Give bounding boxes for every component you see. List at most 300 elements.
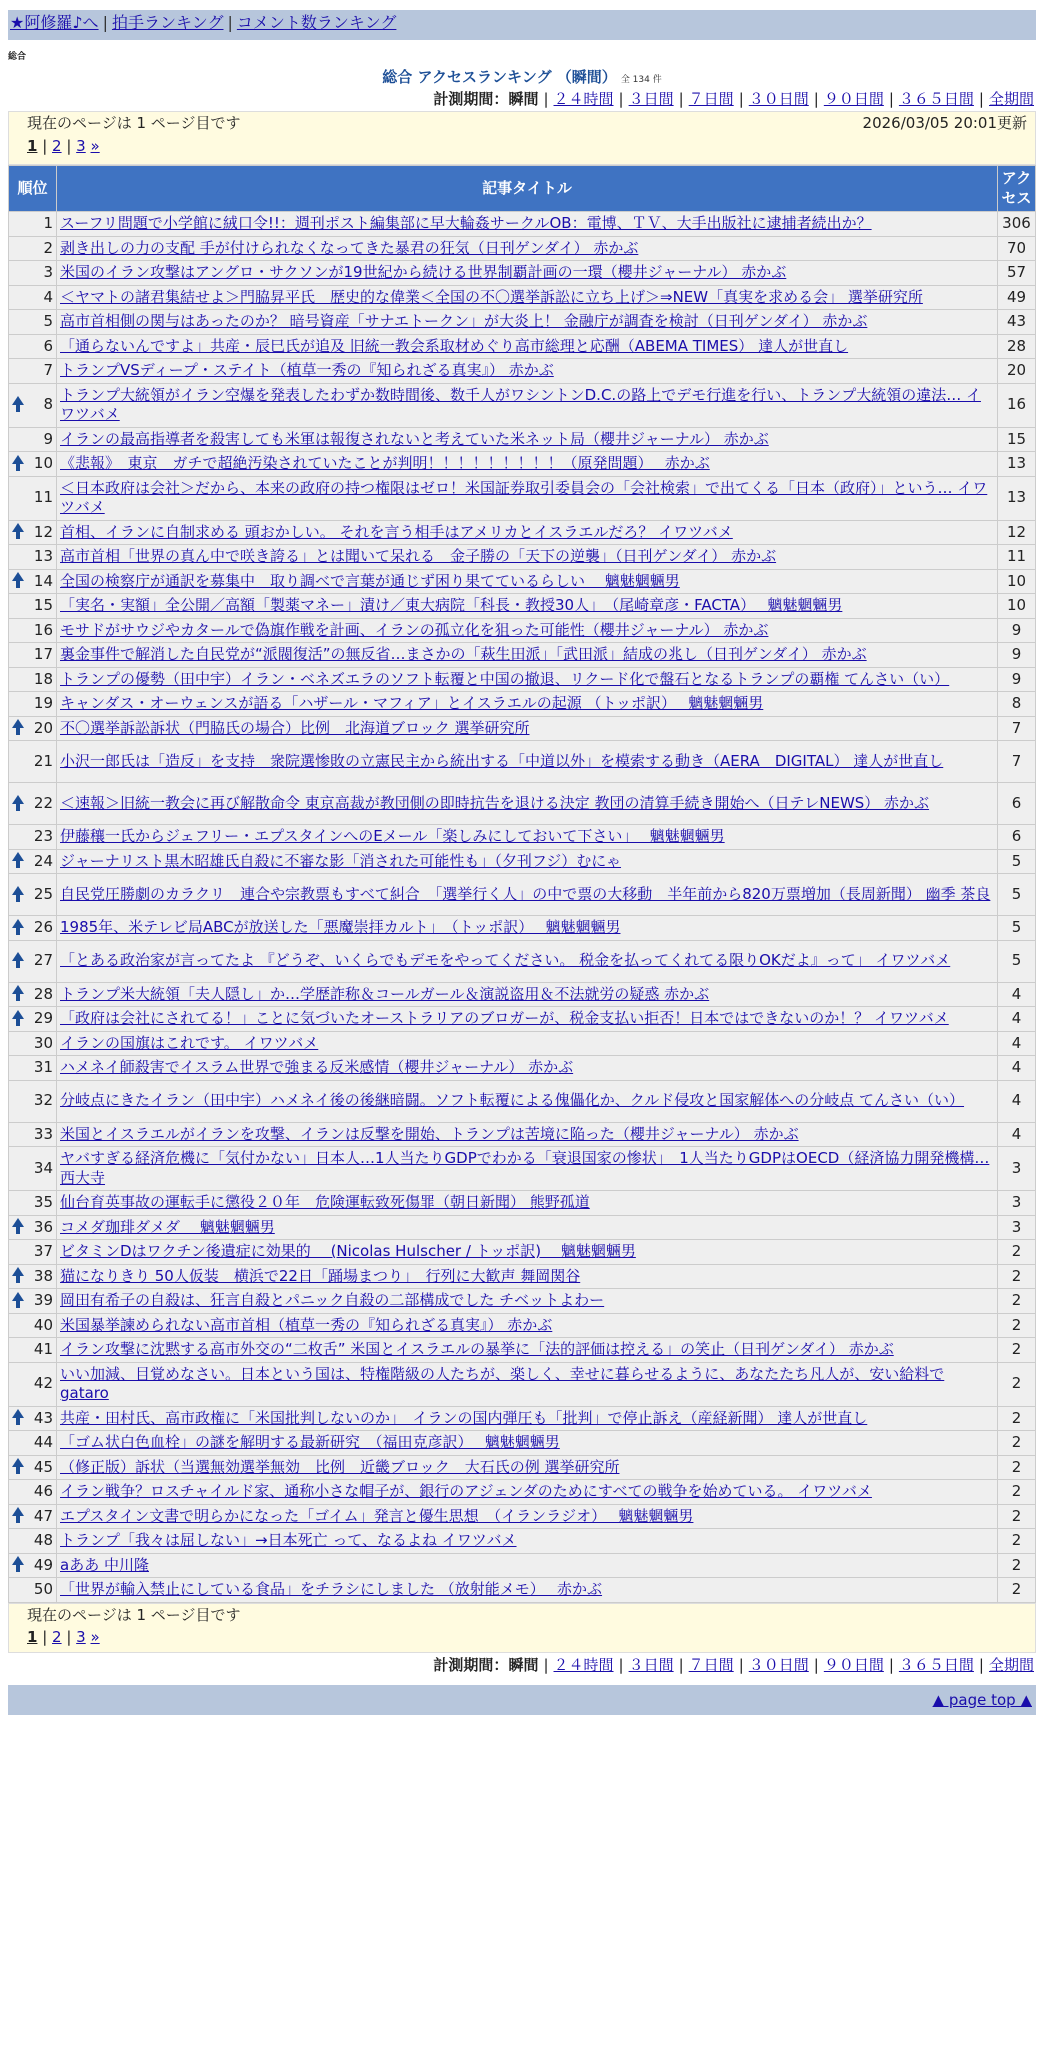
article-link[interactable]: 米国のイラン攻撃はアングロ・サクソンが19世紀から続ける世界制覇計画の一環（櫻井ジャーナル） 赤かぶ [60, 263, 787, 282]
rank-cell [9, 1578, 57, 1603]
rank-cell [9, 427, 57, 452]
rank-number: 5 [43, 312, 53, 331]
rank-up-arrow-icon [12, 852, 24, 870]
rank-up-arrow-icon [12, 1458, 24, 1476]
title-cell [57, 383, 998, 427]
rank-number: 36 [33, 1217, 53, 1236]
access-count: 5 [998, 916, 1036, 941]
rank-up-arrow-icon [12, 919, 24, 937]
page-link-3[interactable]: 3 [76, 1628, 86, 1647]
title-cell [57, 1578, 998, 1603]
table-row [9, 1480, 1036, 1505]
article-link[interactable]: 「政府は会社にされてる！」ことに気づいたオーストラリアのブロガーが、税金支払い拒否！日本ではできないのか！？ イワツバメ [60, 1009, 949, 1028]
table-row [9, 212, 1036, 237]
access-count: 4 [998, 1080, 1036, 1122]
title-cell [57, 741, 998, 783]
rank-cell [9, 285, 57, 310]
access-count: 10 [998, 594, 1036, 619]
rank-up-arrow-icon [12, 455, 24, 473]
rank-number: 17 [33, 645, 53, 664]
nav-comment-ranking-link[interactable]: コメント数ランキング [236, 13, 397, 32]
title-cell [57, 1007, 998, 1032]
rank-cell [9, 452, 57, 477]
period-separator: | [888, 1655, 894, 1674]
rank-number: 42 [33, 1374, 53, 1393]
access-count: 2 [998, 1504, 1036, 1529]
article-link[interactable]: トランプの優勢（田中宇）イラン・ベネズエラのソフト転覆と中国の撤退、リクード化で盤石となるトランプの覇権 てんさい（い） [60, 669, 950, 688]
access-count: 9 [998, 643, 1036, 668]
col-access-header: アクセス [998, 166, 1036, 212]
article-link[interactable]: aああ 中川隆 [60, 1555, 149, 1574]
rank-cell [9, 1289, 57, 1314]
nav-home-link[interactable]: ★阿修羅♪へ [10, 13, 99, 32]
table-row [9, 261, 1036, 286]
page-separator: | [37, 136, 53, 155]
rank-number: 10 [33, 454, 53, 473]
table-row [9, 1455, 1036, 1480]
title-cell [57, 310, 998, 335]
rank-cell [9, 383, 57, 427]
article-link[interactable]: 共産・田村氏、高市政権に「米国批判しないのか」 イランの国内弾圧も「批判」で停止訴え（産経新聞） 達人が世直し [60, 1408, 868, 1427]
title-cell [57, 1313, 998, 1338]
article-link[interactable]: イランの国旗はこれです。 イワツバメ [60, 1033, 319, 1052]
period-separator: | [978, 90, 984, 109]
rank-cell [9, 940, 57, 982]
nav-separator: | [227, 13, 233, 32]
period-link-1[interactable]: ２４時間 [553, 1655, 614, 1674]
rank-number: 28 [33, 984, 53, 1003]
article-link[interactable]: （修正版）訴状（当選無効選挙無効 比例 近畿ブロック 大石氏の例 選挙研究所 [60, 1457, 620, 1476]
rank-number: 35 [33, 1193, 53, 1212]
period-separator: | [738, 1655, 744, 1674]
page-title: 総合 アクセスランキング （瞬間） [382, 67, 617, 86]
access-count: 7 [998, 741, 1036, 783]
table-row [9, 383, 1036, 427]
access-count: 9 [998, 618, 1036, 643]
rank-cell [9, 1240, 57, 1265]
article-link[interactable]: イラン戦争？ロスチャイルド家、通称小さな帽子が、銀行のアジェンダのためにすべての戦争を始めている。 イワツバメ [60, 1482, 872, 1501]
access-count: 2 [998, 1529, 1036, 1554]
article-link[interactable]: 全国の検察庁が通訳を募集中 取り調べで言葉が通じず困り果てているらしい 魑魅魍魎男 [60, 571, 680, 590]
article-link[interactable]: 「実名・実額」全公開／高額「製薬マネー」漬け／東大病院「科長・教授30人」 （尾崎章彦・FACTA） 魑魅魍魎男 [60, 596, 843, 615]
rank-cell [9, 1031, 57, 1056]
article-link[interactable]: 「通らないんですよ」共産・辰巳氏が追及 旧統一教会系取材めぐり高市総理と応酬（ABEMA TIMES） 達人が世直し [60, 336, 849, 355]
rank-up-arrow-icon [12, 985, 24, 1003]
table-row [9, 982, 1036, 1007]
ranking-heading [8, 68, 1036, 88]
access-count: 6 [998, 825, 1036, 850]
title-cell [57, 476, 998, 520]
title-cell [57, 261, 998, 286]
table-row [9, 427, 1036, 452]
access-count: 2 [998, 1578, 1036, 1603]
rank-cell [9, 618, 57, 643]
page-current: 1 [27, 1628, 38, 1647]
title-cell [57, 667, 998, 692]
access-count: 4 [998, 982, 1036, 1007]
title-cell [57, 1529, 998, 1554]
rank-number: 29 [33, 1009, 53, 1028]
article-link[interactable]: トランプ大統領がイラン空爆を発表したわずか数時間後、数千人がワシントンD.C.の路上でデモ行進を行い、トランプ大統領の違法… イワツバメ [60, 385, 981, 424]
access-count: 4 [998, 1031, 1036, 1056]
bottom-bar [8, 1685, 1036, 1715]
article-link[interactable]: ＜日本政府は会社＞だから、本来の政府の持つ権限はゼロ！米国証券取引委員会の「会社検索」で出てくる「日本（政府）」という… イワツバメ [60, 478, 988, 517]
article-link[interactable]: スーフリ問題で小学館に絨口令!!：週刊ポスト編集部に早大輪姦サークルOB：電博、ＴＶ、大手出版社に逮捕者続出か？ [60, 214, 872, 233]
rank-number: 13 [33, 547, 53, 566]
period-separator: | [543, 1655, 549, 1674]
table-row [9, 1289, 1036, 1314]
page-link-2[interactable]: 2 [52, 136, 62, 155]
rank-cell [9, 1313, 57, 1338]
table-row [9, 940, 1036, 982]
table-row [9, 1553, 1036, 1578]
access-count: 2 [998, 1480, 1036, 1505]
access-count: 3 [998, 1147, 1036, 1191]
rank-number: 32 [33, 1091, 53, 1110]
title-cell [57, 569, 998, 594]
rank-cell [9, 359, 57, 384]
title-cell [57, 1553, 998, 1578]
article-link[interactable]: ＜速報＞旧統一教会に再び解散命令 東京高裁が教団側の即時抗告を退ける決定 教団の清算手続き開始へ（日テレNEWS） 赤かぶ [60, 793, 930, 812]
rank-number: 6 [43, 336, 53, 355]
period-separator: | [888, 90, 894, 109]
rank-number: 48 [33, 1531, 53, 1550]
rank-cell [9, 1338, 57, 1363]
rank-number: 46 [33, 1482, 53, 1501]
rank-up-arrow-icon [12, 1409, 24, 1427]
table-row [9, 825, 1036, 850]
title-cell [57, 716, 998, 741]
access-count: 2 [998, 1406, 1036, 1431]
rank-up-arrow-icon [12, 719, 24, 737]
page-next-link[interactable]: » [90, 136, 100, 155]
title-cell [57, 334, 998, 359]
rank-up-arrow-icon [12, 1292, 24, 1310]
access-count: 15 [998, 427, 1036, 452]
rank-number: 1 [43, 214, 53, 233]
table-row [9, 545, 1036, 570]
rank-up-arrow-icon [12, 396, 24, 414]
access-count: 2 [998, 1240, 1036, 1265]
nav-clap-ranking-link[interactable]: 拍手ランキング [111, 13, 224, 32]
table-row [9, 1147, 1036, 1191]
article-link[interactable]: イランの最高指導者を殺害しても米軍は報復されないと考えていた米ネット局（櫻井ジャーナル） 赤かぶ [60, 429, 769, 448]
article-link[interactable]: ヤバすぎる経済危機に「気付かない」日本人…1人当たりGDPでわかる「衰退国家の惨状」 1人当たりGDPはOECD（経済協力開発機構… 西大寺 [60, 1149, 990, 1187]
title-cell [57, 692, 998, 717]
rank-number: 19 [33, 694, 53, 713]
access-count: 3 [998, 1191, 1036, 1216]
ranking-table [8, 165, 1036, 1603]
table-row [9, 1056, 1036, 1081]
title-cell [57, 1191, 998, 1216]
page-links [27, 1628, 1027, 1648]
rank-cell [9, 236, 57, 261]
total-count: 全 134 件 [620, 74, 662, 85]
article-link[interactable]: 自民党圧勝劇のカラクリ 連合や宗教票もすべて糾合 「選挙行く人」の中で票の大移動 半年前から820万票増加（長周新聞） 幽季 茶良 [60, 884, 991, 903]
title-cell [57, 1289, 998, 1314]
rank-number: 25 [33, 884, 53, 903]
period-separator: | [618, 90, 624, 109]
rank-cell [9, 1215, 57, 1240]
table-row [9, 1191, 1036, 1216]
table-row [9, 667, 1036, 692]
rank-up-arrow-icon [12, 952, 24, 970]
period-label: 計測期間： [433, 90, 509, 109]
article-link[interactable]: いい加減、目覚めなさい。日本という国は、特権階級の人たちが、楽しく、幸せに暮らせるように、あなたたち凡人が、安い給料で gataro [60, 1364, 945, 1403]
access-count: 5 [998, 940, 1036, 982]
article-link[interactable]: トランプ「我々は屈しない」→日本死亡 って、なるよね イワツバメ [60, 1531, 517, 1550]
page-separator: | [61, 136, 77, 155]
period-selector-top [8, 87, 1036, 111]
rank-number: 26 [33, 918, 53, 937]
title-cell [57, 1080, 998, 1122]
table-row [9, 1406, 1036, 1431]
rank-number: 20 [33, 718, 53, 737]
table-row [9, 1215, 1036, 1240]
rank-number: 43 [33, 1408, 53, 1427]
rank-up-arrow-icon [12, 886, 24, 904]
article-link[interactable]: 剥き出しの力の支配 手が付けられなくなってきた暴君の狂気（日刊ゲンダイ） 赤かぶ [60, 238, 639, 257]
rank-number: 8 [43, 395, 53, 414]
title-cell [57, 825, 998, 850]
period-separator: | [543, 90, 549, 109]
access-count: 3 [998, 1215, 1036, 1240]
rank-cell [9, 545, 57, 570]
access-count: 8 [998, 692, 1036, 717]
title-cell [57, 1240, 998, 1265]
article-link[interactable]: 米国とイスラエルがイランを攻撃、イランは反撃を開始、トランプは苦境に陥った（櫻井ジャーナル） 赤かぶ [60, 1124, 799, 1143]
access-count: 2 [998, 1338, 1036, 1363]
article-link[interactable]: ビタミンDはワクチン後遺症に効果的 (Nicolas Hulscher / トッポ訳) 魑魅魍魎男 [60, 1242, 636, 1261]
article-link[interactable]: 伊藤穰一氏からジェフリー・エプスタインへのEメール「楽しみにしておいて下さい」 魑魅魍魎男 [60, 827, 725, 846]
rank-number: 37 [33, 1242, 53, 1261]
rank-cell [9, 310, 57, 335]
title-cell [57, 1455, 998, 1480]
article-link[interactable]: トランプ米大統領「夫人隠し」か…学歴詐称＆コールガール＆演説盗用＆不法就労の疑惑 赤かぶ [60, 984, 710, 1003]
article-link[interactable]: 仙台育英事故の運転手に懲役２０年 危険運転致死傷罪（朝日新聞） 熊野孤道 [60, 1193, 590, 1212]
rank-number: 41 [33, 1340, 53, 1359]
title-cell [57, 1338, 998, 1363]
period-current: 瞬間 [508, 90, 539, 109]
article-link[interactable]: 「世界が輸入禁止にしている食品」をチラシにしました （放射能メモ） 赤かぶ [60, 1580, 603, 1599]
period-label: 計測期間： [433, 1655, 509, 1674]
article-link[interactable]: 猫になりきり 50人仮装 横浜で22日「踊場まつり」 行列に大歓声 舞岡関谷 [60, 1266, 581, 1285]
rank-cell [9, 783, 57, 825]
period-link-4[interactable]: ３０日間 [748, 90, 809, 109]
rank-cell [9, 1529, 57, 1554]
period-link-4[interactable]: ３０日間 [748, 1655, 809, 1674]
col-rank-header: 順位 [9, 166, 57, 212]
rank-cell [9, 1056, 57, 1081]
article-link[interactable]: 裏金事件で解消した自民党が“派閥復活”の無反省…まさかの「萩生田派」「武田派」結成の兆し（日刊ゲンダイ） 赤かぶ [60, 645, 867, 664]
title-cell [57, 452, 998, 477]
period-link-2[interactable]: ３日間 [628, 1655, 674, 1674]
article-link[interactable]: キャンダス・オーウェンスが語る「ハザール・マフィア」とイスラエルの起源 （トッポ訳） 魑魅魍魎男 [60, 694, 764, 713]
period-separator: | [813, 1655, 819, 1674]
access-count: 6 [998, 783, 1036, 825]
title-cell [57, 783, 998, 825]
title-cell [57, 982, 998, 1007]
title-cell [57, 1406, 998, 1431]
rank-up-arrow-icon [12, 1267, 24, 1285]
page-link-2[interactable]: 2 [52, 1628, 62, 1647]
table-row [9, 1431, 1036, 1456]
table-row [9, 1240, 1036, 1265]
rank-cell [9, 916, 57, 941]
article-link[interactable]: 首相、イランに自制求める 頭おかしい。 それを言う相手はアメリカとイスラエルだろ？ イワツバメ [60, 522, 733, 541]
title-cell [57, 1431, 998, 1456]
title-cell [57, 874, 998, 916]
table-row [9, 1122, 1036, 1147]
article-link[interactable]: 高市首相「世界の真ん中で咲き誇る」とは聞いて呆れる 金子勝の「天下の逆襲」（日刊ゲンダイ） 赤かぶ [60, 547, 777, 566]
period-link-3[interactable]: ７日間 [688, 90, 734, 109]
table-row [9, 520, 1036, 545]
access-count: 7 [998, 716, 1036, 741]
rank-cell [9, 716, 57, 741]
rank-up-arrow-icon [12, 1218, 24, 1236]
rank-cell [9, 1191, 57, 1216]
access-count: 2 [998, 1362, 1036, 1406]
article-link[interactable]: コメダ珈琲ダメダ 魑魅魍魎男 [60, 1217, 275, 1236]
table-row [9, 1504, 1036, 1529]
period-link-6[interactable]: ３６５日間 [898, 1655, 974, 1674]
access-count: 70 [998, 236, 1036, 261]
rank-cell [9, 643, 57, 668]
article-link[interactable]: 《悲報》 東京 ガチで超絶汚染されていたことが判明！！！！！！！！！（原発問題） 赤かぶ [60, 454, 710, 473]
rank-cell [9, 1147, 57, 1191]
table-row [9, 594, 1036, 619]
table-row [9, 359, 1036, 384]
rank-number: 27 [33, 951, 53, 970]
rank-number: 38 [33, 1266, 53, 1285]
page-current: 1 [27, 136, 38, 155]
access-count: 2 [998, 1455, 1036, 1480]
period-current: 瞬間 [508, 1655, 539, 1674]
nav-separator: | [102, 13, 108, 32]
access-count: 2 [998, 1289, 1036, 1314]
access-count: 2 [998, 1431, 1036, 1456]
rank-cell [9, 874, 57, 916]
table-row [9, 1338, 1036, 1363]
article-link[interactable]: 高市首相側の関与はあったのか？ 暗号資産「サナエトークン」が大炎上！ 金融庁が調査を検討（日刊ゲンダイ） 赤かぶ [60, 312, 868, 331]
rank-number: 4 [43, 287, 53, 306]
table-row [9, 916, 1036, 941]
title-cell [57, 545, 998, 570]
article-link[interactable]: 分岐点にきたイラン（田中宇）ハメネイ後の後継暗闘。ソフト転覆による傀儡化か、クルド侵攻と国家解体への分岐点 てんさい（い） [60, 1091, 965, 1110]
period-link-7[interactable]: 全期間 [988, 90, 1034, 109]
title-cell [57, 236, 998, 261]
rank-number: 9 [43, 429, 53, 448]
table-row [9, 1362, 1036, 1406]
table-row [9, 1529, 1036, 1554]
rank-number: 12 [33, 522, 53, 541]
article-link[interactable]: 不〇選挙訴訟訴状（門脇氏の場合）比例 北海道ブロック 選挙研究所 [60, 718, 530, 737]
access-count: 16 [998, 383, 1036, 427]
table-row [9, 1578, 1036, 1603]
title-cell [57, 916, 998, 941]
period-separator: | [678, 1655, 684, 1674]
rank-cell [9, 692, 57, 717]
access-count: 4 [998, 1007, 1036, 1032]
article-link[interactable]: イラン攻撃に沈黙する高市外交の“二枚舌” 米国とイスラエルの暴挙に「法的評価は控える」の笑止（日刊ゲンダイ） 赤かぶ [60, 1340, 894, 1359]
period-link-2[interactable]: ３日間 [628, 90, 674, 109]
access-count: 13 [998, 476, 1036, 520]
page-link-3[interactable]: 3 [76, 136, 86, 155]
table-row [9, 874, 1036, 916]
period-link-3[interactable]: ７日間 [688, 1655, 734, 1674]
rank-cell [9, 1406, 57, 1431]
article-link[interactable]: 米国暴挙諫められない高市首相（植草一秀の『知られざる真実』） 赤かぶ [60, 1315, 553, 1334]
title-cell [57, 1031, 998, 1056]
period-link-5[interactable]: ９０日間 [823, 90, 884, 109]
rank-number: 30 [33, 1033, 53, 1052]
article-link[interactable]: 岡田有希子の自殺は、狂言自殺とパニック自殺の二部構成でした チベットよわー [60, 1291, 605, 1310]
rank-up-arrow-icon [12, 523, 24, 541]
pager-top [8, 111, 1036, 165]
access-count: 2 [998, 1553, 1036, 1578]
table-row [9, 692, 1036, 717]
title-cell [57, 1362, 998, 1406]
rank-cell [9, 261, 57, 286]
period-separator: | [738, 90, 744, 109]
article-link[interactable]: トランプVSディープ・ステイト（植草一秀の『知られざる真実』） 赤かぶ [60, 361, 554, 380]
rank-cell [9, 1080, 57, 1122]
title-cell [57, 520, 998, 545]
rank-up-arrow-icon [12, 795, 24, 813]
table-row [9, 1007, 1036, 1032]
updated-timestamp: 2026/03/05 20:01更新 [862, 114, 1027, 133]
article-link[interactable]: モサドがサウジやカタールで偽旗作戦を計画、イランの孤立化を狙った可能性（櫻井ジャーナル） 赤かぶ [60, 620, 769, 639]
period-link-1[interactable]: ２４時間 [553, 90, 614, 109]
period-link-7[interactable]: 全期間 [988, 1655, 1034, 1674]
access-count: 57 [998, 261, 1036, 286]
access-count: 11 [998, 545, 1036, 570]
page-next-link[interactable]: » [90, 1628, 100, 1647]
title-cell [57, 1264, 998, 1289]
article-link[interactable]: ＜ヤマトの諸君集結せよ＞門脇昇平氏 歴史的な偉業＜全国の不〇選挙訴訟に立ち上げ＞⇒NEW「真実を求める会」 選挙研究所 [60, 287, 923, 306]
article-link[interactable]: 1985年、米テレビ局ABCが放送した「悪魔崇拝カルト」 （トッポ訳） 魑魅魍魎男 [60, 918, 621, 937]
table-row [9, 716, 1036, 741]
table-row [9, 476, 1036, 520]
access-count: 2 [998, 1313, 1036, 1338]
period-link-6[interactable]: ３６５日間 [898, 90, 974, 109]
rank-number: 14 [33, 571, 53, 590]
rank-number: 24 [33, 851, 53, 870]
article-link[interactable]: 小沢一郎氏は「造反」を支持 衆院選惨敗の立憲民主から統出する「中道以外」を模索する動き（AERA DIGITAL） 達人が世直し [60, 751, 944, 770]
article-link[interactable]: 「とある政治家が言ってたよ 『どうぞ、いくらでもデモをやってください。 税金を払ってくれてる限りOKだよ』って」 イワツバメ [60, 951, 951, 970]
rank-number: 45 [33, 1457, 53, 1476]
article-link[interactable]: エプスタイン文書で明らかになった「ゴイム」発言と優生思想 （イランラジオ） 魑魅魍魎男 [60, 1506, 694, 1525]
rank-cell [9, 982, 57, 1007]
article-link[interactable]: ハメネイ師殺害でイスラム世界で強まる反米感情（櫻井ジャーナル） 赤かぶ [60, 1058, 574, 1077]
period-separator: | [618, 1655, 624, 1674]
rank-number: 18 [33, 669, 53, 688]
title-cell [57, 643, 998, 668]
table-row [9, 1264, 1036, 1289]
rank-cell [9, 1362, 57, 1406]
table-row [9, 285, 1036, 310]
page-top-link[interactable]: ▲ page top ▲ [932, 1690, 1032, 1709]
rank-cell [9, 849, 57, 874]
title-cell [57, 1504, 998, 1529]
period-link-5[interactable]: ９０日間 [823, 1655, 884, 1674]
table-row [9, 452, 1036, 477]
title-cell [57, 1056, 998, 1081]
article-link[interactable]: 「ゴム状白色血栓」の謎を解明する最新研究 （福田克彦訳） 魑魅魍魎男 [60, 1433, 560, 1452]
rank-number: 34 [33, 1158, 53, 1177]
article-link[interactable]: ジャーナリスト黒木昭雄氏自殺に不審な影「消された可能性も」（夕刊フジ）むにゃ [60, 851, 622, 870]
title-cell [57, 1122, 998, 1147]
